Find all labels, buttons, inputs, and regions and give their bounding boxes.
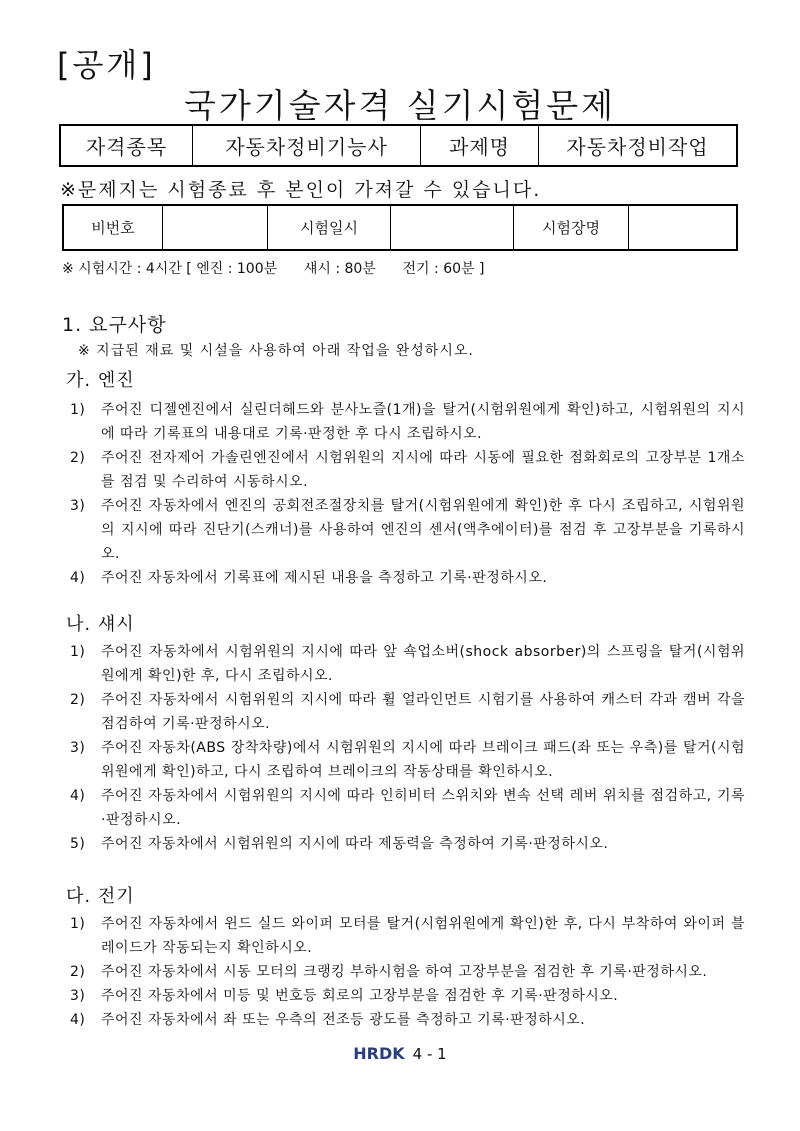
list-item — [70, 784, 745, 832]
notice-text: ※문제지는 시험종료 후 본인이 가져갈 수 있습니다. — [60, 179, 542, 201]
list-item — [70, 640, 745, 688]
section-chassis-title: 나. 섀시 — [66, 614, 135, 635]
item-text: 주어진 자동차에서 시험위원의 지시에 따라 앞 쇽업소버(shock absorber)의 스프링을 탈거(시험위원에게 확인)한 후, 다시 조립하시오. — [101, 644, 745, 684]
page-number: 4 - 1 — [412, 1045, 447, 1063]
secret-number-field[interactable] — [163, 205, 268, 250]
task-name-label: 과제명 — [421, 125, 539, 166]
item-number: 3) — [70, 740, 86, 756]
list-item — [70, 398, 745, 446]
exam-time-line: ※ 시험시간 : 4시간 [ 엔진 : 100분 섀시 : 80분 전기 : 60분 ] — [62, 261, 485, 277]
item-number: 4) — [70, 788, 86, 804]
list-item — [70, 1008, 745, 1032]
list-item — [70, 688, 745, 736]
list-item — [70, 736, 745, 784]
item-number: 1) — [70, 644, 86, 660]
exam-place-label: 시험장명 — [514, 205, 629, 250]
list-item — [70, 960, 745, 984]
section-electric-title: 다. 전기 — [66, 886, 135, 907]
item-text: 주어진 자동차에서 좌 또는 우측의 전조등 광도를 측정하고 기록·판정하시오. — [101, 1012, 586, 1028]
item-text: 주어진 자동차에서 미등 및 번호등 회로의 고장부분을 점검한 후 기록·판정하시오. — [101, 988, 619, 1004]
item-number: 3) — [70, 498, 86, 514]
page-footer — [0, 1044, 800, 1063]
electric-task-list — [70, 912, 745, 1032]
item-text: 주어진 디젤엔진에서 실린더헤드와 분사노즐(1개)을 탈거(시험위원에게 확인)하고, 시험위원의 지시에 따라 기록표의 내용대로 기록·판정한 후 다시 조립하시오. — [101, 402, 745, 442]
qualification-type-label: 자격종목 — [60, 125, 193, 166]
list-item — [70, 912, 745, 960]
item-number: 3) — [70, 988, 86, 1004]
item-number: 2) — [70, 964, 86, 980]
exam-place-field[interactable] — [629, 205, 738, 250]
exam-date-field[interactable] — [391, 205, 514, 250]
exam-info-table — [62, 204, 738, 251]
item-number: 2) — [70, 450, 86, 466]
task-name-value: 자동차정비작업 — [539, 125, 738, 166]
qualification-info-table — [59, 124, 738, 167]
item-text: 주어진 자동차에서 시험위원의 지시에 따라 휠 얼라인먼트 시험기를 사용하여 캐스터 각과 캠버 각을 점검하여 기록·판정하시오. — [101, 692, 745, 732]
list-item — [70, 566, 745, 590]
engine-task-list — [70, 398, 745, 590]
section-engine-title: 가. 엔진 — [66, 370, 135, 391]
hrdk-logo: HRDK — [353, 1044, 405, 1063]
public-tag: [공개] — [57, 46, 156, 84]
item-number: 4) — [70, 570, 86, 586]
item-text: 주어진 자동차에서 시험위원의 지시에 따라 제동력을 측정하여 기록·판정하시오. — [101, 836, 609, 852]
requirements-heading: 1. 요구사항 — [62, 314, 167, 336]
secret-number-label: 비번호 — [63, 205, 163, 250]
list-item — [70, 446, 745, 494]
item-text: 주어진 자동차(ABS 장착차량)에서 시험위원의 지시에 따라 브레이크 패드(좌 또는 우측)를 탈거(시험위원에게 확인)하고, 다시 조립하여 브레이크의 작동상태를 확인하시오. — [101, 740, 745, 780]
exam-date-label: 시험일시 — [268, 205, 391, 250]
chassis-task-list — [70, 640, 745, 856]
item-text: 주어진 자동차에서 시험위원의 지시에 따라 인히비터 스위치와 변속 선택 레버 위치를 점검하고, 기록·판정하시오. — [101, 788, 745, 828]
list-item — [70, 494, 745, 566]
qualification-type-value: 자동차정비기능사 — [193, 125, 421, 166]
item-text: 주어진 자동차에서 시동 모터의 크랭킹 부하시험을 하여 고장부분을 점검한 후 기록·판정하시오. — [101, 964, 708, 980]
item-number: 5) — [70, 836, 86, 852]
item-number: 2) — [70, 692, 86, 708]
item-number: 1) — [70, 402, 86, 418]
item-number: 4) — [70, 1012, 86, 1028]
item-number: 1) — [70, 916, 86, 932]
item-text: 주어진 자동차에서 윈드 실드 와이퍼 모터를 탈거(시험위원에게 확인)한 후, 다시 부착하여 와이퍼 블레이드가 작동되는지 확인하시오. — [101, 916, 745, 956]
item-text: 주어진 전자제어 가솔린엔진에서 시험위원의 지시에 따라 시동에 필요한 점화회로의 고장부분 1개소를 점검 및 수리하여 시동하시오. — [101, 450, 745, 490]
list-item — [70, 984, 745, 1008]
requirements-note: ※ 지급된 재료 및 시설을 사용하여 아래 작업을 완성하시오. — [78, 343, 474, 359]
list-item — [70, 832, 745, 856]
item-text: 주어진 자동차에서 엔진의 공회전조절장치를 탈거(시험위원에게 확인)한 후 다시 조립하고, 시험위원의 지시에 따라 진단기(스캐너)를 사용하여 엔진의 센서(액추에이터)를 점검 후 고장부분을 기록하시오. — [101, 498, 745, 562]
page-title: 국가기술자격 실기시험문제 — [183, 86, 617, 125]
item-text: 주어진 자동차에서 기록표에 제시된 내용을 측정하고 기록·판정하시오. — [101, 570, 548, 586]
